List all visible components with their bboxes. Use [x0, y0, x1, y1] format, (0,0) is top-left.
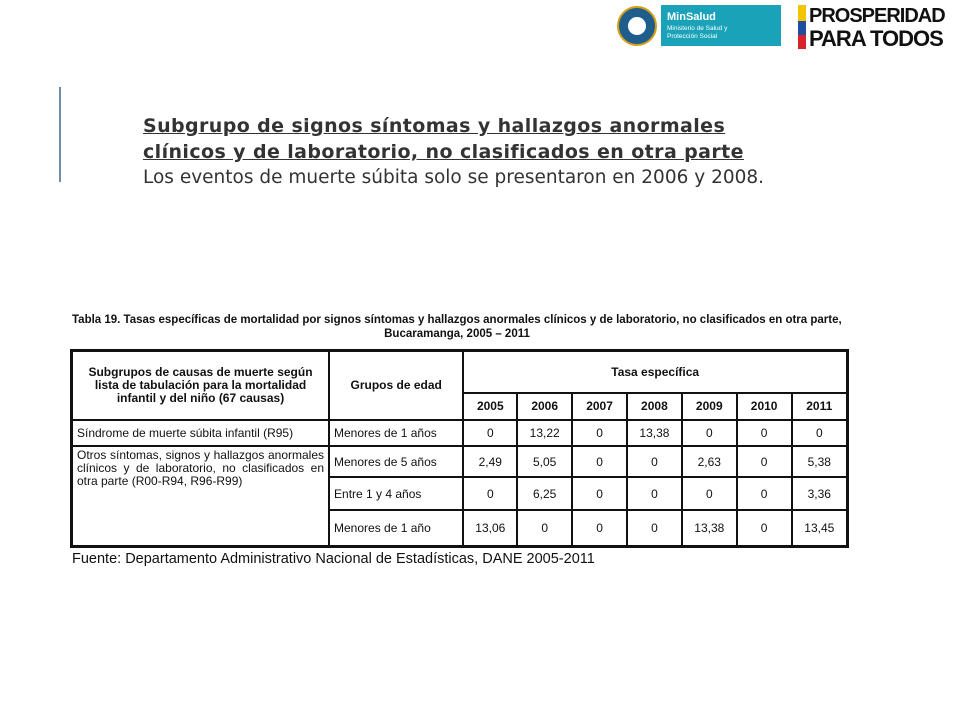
rate-cell: 0 — [517, 510, 572, 546]
rate-cell: 5,38 — [792, 446, 848, 477]
age-group-cell: Menores de 1 años — [329, 420, 463, 446]
rate-cell: 0 — [682, 420, 737, 446]
minsalud-brand: MinSalud — [667, 11, 716, 23]
age-group-cell: Menores de 1 año — [329, 510, 463, 546]
year-header: 2005 — [463, 393, 517, 420]
accent-divider — [59, 87, 61, 182]
subheading-line1: Subgrupo de signos síntomas y hallazgos anormales — [143, 115, 726, 137]
table-title-line2: Bucaramanga, 2005 – 2011 — [384, 328, 530, 340]
rate-cell: 6,25 — [517, 477, 572, 510]
year-header: 2010 — [737, 393, 792, 420]
table-title-line1: Tabla 19. Tasas específicas de mortalidad por signos síntomas y hallazgos anormales clínicos y de laboratorio, no clasificados en otra parte, — [72, 314, 842, 326]
mortality-rate-table — [70, 349, 849, 548]
minsalud-logo — [661, 5, 781, 46]
year-header: 2009 — [682, 393, 737, 420]
cause-other-symptoms: Otros síntomas, signos y hallazgos anormales clínicos y de laboratorio, no clasificados en otra parte (R00-R94, R96-R99) — [72, 446, 330, 547]
age-group-cell: Menores de 5 años — [329, 446, 463, 477]
rate-cell: 13,45 — [792, 510, 848, 546]
body-paragraph: Los eventos de muerte súbita solo se presentaron en 2006 y 2008. — [143, 167, 765, 188]
header-cause: Subgrupos de causas de muerte según lista de tabulación para la mortalidad infantil y del niño (67 causas) — [72, 351, 330, 420]
rate-cell: 2,49 — [463, 446, 517, 477]
header-specific-rate: Tasa específica — [463, 351, 847, 393]
subheading-line2: clínicos y de laboratorio, no clasificados en otra parte — [143, 141, 744, 163]
header-age-group: Grupos de edad — [329, 351, 463, 420]
rate-cell: 0 — [572, 446, 627, 477]
year-header: 2006 — [517, 393, 572, 420]
rate-cell: 0 — [572, 510, 627, 546]
rate-cell: 13,22 — [517, 420, 572, 446]
prosperidad-line2: PARA TODOS — [809, 26, 943, 51]
minsalud-subtitle: Ministerio de Salud y Protección Social — [667, 25, 728, 40]
rate-cell: 0 — [572, 420, 627, 446]
rate-cell: 0 — [627, 477, 682, 510]
rate-cell: 0 — [737, 420, 792, 446]
age-group-cell: Entre 1 y 4 años — [329, 477, 463, 510]
cause-sudden-death: Síndrome de muerte súbita infantil (R95) — [72, 420, 330, 446]
rate-cell: 0 — [627, 510, 682, 546]
rate-cell: 0 — [463, 420, 517, 446]
rate-cell: 0 — [682, 477, 737, 510]
rate-cell: 0 — [737, 510, 792, 546]
year-header: 2011 — [792, 393, 848, 420]
prosperidad-logo — [798, 5, 958, 49]
rate-cell: 0 — [737, 477, 792, 510]
rate-cell: 0 — [737, 446, 792, 477]
table-title — [72, 313, 842, 341]
table-row — [72, 420, 848, 446]
republic-seal-logo — [617, 6, 657, 46]
table-source: Fuente: Departamento Administrativo Nacional de Estadísticas, DANE 2005-2011 — [72, 551, 595, 567]
slide-body — [143, 113, 803, 191]
rate-cell: 13,06 — [463, 510, 517, 546]
rate-cell: 0 — [792, 420, 848, 446]
rate-cell: 5,05 — [517, 446, 572, 477]
prosperidad-line1: PROSPERIDAD — [809, 5, 945, 27]
year-header: 2008 — [627, 393, 682, 420]
year-header: 2007 — [572, 393, 627, 420]
rate-cell: 0 — [572, 477, 627, 510]
rate-cell: 0 — [463, 477, 517, 510]
rate-cell: 0 — [627, 446, 682, 477]
rate-cell: 13,38 — [682, 510, 737, 546]
rate-cell: 13,38 — [627, 420, 682, 446]
table-row — [72, 446, 848, 477]
rate-cell: 3,36 — [792, 477, 848, 510]
rate-cell: 2,63 — [682, 446, 737, 477]
